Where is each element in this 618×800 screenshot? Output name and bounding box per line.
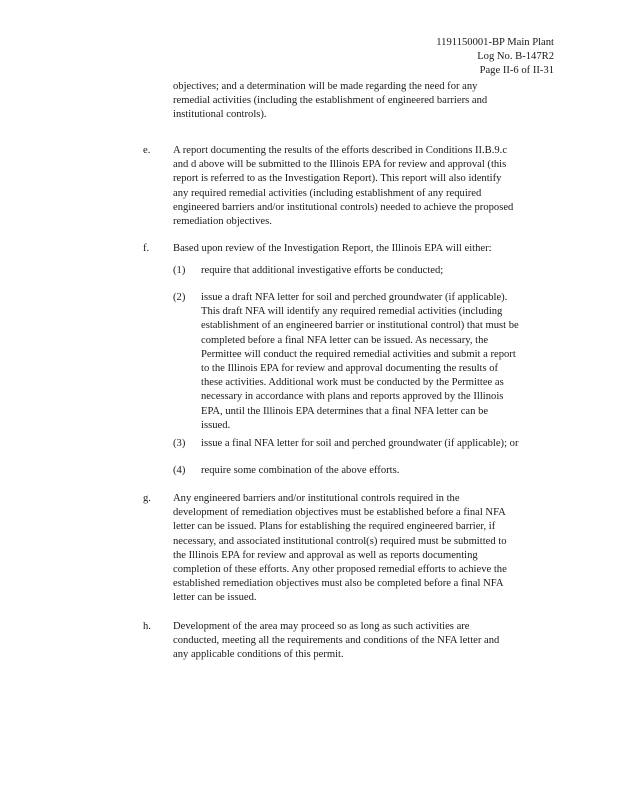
paragraph-line: development of remediation objectives must be established before a final NFA	[173, 507, 506, 519]
item-g-paragraph	[173, 492, 507, 606]
paragraph-line: necessary in accordance with plans and reports approved by the Illinois	[201, 391, 504, 403]
item-f-sub4-text	[201, 464, 399, 478]
paragraph-line: completed before a final NFA letter can be issued. As necessary, the	[201, 334, 489, 346]
paragraph-line: Based upon review of the Investigation Report, the Illinois EPA will either:	[173, 243, 492, 254]
item-e-paragraph	[173, 144, 513, 229]
paragraph-line: completion of these efforts. Any other proposed remedial efforts to achieve the	[173, 564, 507, 576]
paragraph-line: conducted, meeting all the requirements and conditions of the NFA letter and	[173, 635, 500, 647]
paragraph-line: Development of the area may proceed so as long as such activities are	[173, 621, 470, 632]
paragraph-line: report is referred to as the Investigation Report). This report will also identify	[173, 173, 502, 185]
item-f-sub4-number: (4)	[173, 465, 186, 476]
paragraph-line: these activities. Additional work must be conducted by the Permittee as	[201, 377, 504, 389]
paragraph-line: and d above will be submitted to the Illinois EPA for review and approval (this	[173, 159, 507, 171]
header-page-number: Page II-6 of II-31	[479, 65, 554, 76]
intro-paragraph	[173, 80, 487, 123]
item-f-sub3-text	[201, 437, 519, 451]
item-f-sub1-number: (1)	[173, 265, 186, 276]
item-g-letter: g.	[143, 493, 151, 504]
paragraph-line: remedial activities (including the establishment of engineered barriers and	[173, 95, 488, 107]
paragraph-line: to the Illinois EPA for review and approval documenting the results of	[201, 363, 499, 375]
paragraph-line: issued.	[201, 419, 231, 431]
item-e-letter: e.	[143, 145, 151, 156]
item-f-intro	[173, 242, 492, 256]
paragraph-line: established remediation objectives must also be completed before a final NFA	[173, 578, 504, 590]
paragraph-line: This draft NFA will identify any required remedial activities (including	[201, 306, 503, 318]
paragraph-line: letter can be issued.	[173, 592, 257, 604]
paragraph-line: require some combination of the above efforts.	[201, 465, 400, 476]
paragraph-line: engineered barriers and/or institutional controls) needed to achieve the proposed	[173, 201, 514, 213]
header-log-number: Log No. B-147R2	[477, 51, 554, 62]
item-f-sub2-paragraph	[201, 291, 519, 433]
paragraph-line: institutional controls).	[173, 109, 267, 121]
paragraph-line: the Illinois EPA for review and approval as well as reports documenting	[173, 549, 478, 561]
paragraph-line: Any engineered barriers and/or institutional controls required in the	[173, 493, 460, 504]
header-facility-id: 1191150001-BP Main Plant	[436, 37, 554, 48]
paragraph-line: Permittee will conduct the required remedial activities and submit a report	[201, 348, 516, 360]
page-header	[436, 36, 554, 78]
paragraph-line: require that additional investigative efforts be conducted;	[201, 265, 444, 276]
paragraph-line: remediation objectives.	[173, 216, 272, 228]
paragraph-line: any required remedial activities (including establishment of any required	[173, 187, 482, 199]
paragraph-line: objectives; and a determination will be made regarding the need for any	[173, 81, 478, 92]
item-h-paragraph	[173, 620, 499, 663]
paragraph-line: establishment of an engineered barrier or institutional control) that must be	[201, 320, 519, 332]
paragraph-line: EPA, until the Illinois EPA determines that a final NFA letter can be	[201, 405, 489, 417]
paragraph-line: necessary, and associated institutional control(s) required must be submitted to	[173, 535, 507, 547]
paragraph-line: A report documenting the results of the efforts described in Conditions II.B.9.c	[173, 145, 508, 156]
item-h-letter: h.	[143, 621, 151, 632]
item-f-sub2-number: (2)	[173, 292, 186, 303]
paragraph-line: issue a draft NFA letter for soil and perched groundwater (if applicable).	[201, 292, 508, 303]
paragraph-line: any applicable conditions of this permit.	[173, 649, 344, 661]
paragraph-line: issue a final NFA letter for soil and perched groundwater (if applicable); or	[201, 438, 519, 449]
paragraph-line: letter can be issued. Plans for establishing the required engineered barrier, if	[173, 521, 496, 533]
item-f-letter: f.	[143, 243, 150, 254]
item-f-sub1-text	[201, 264, 443, 278]
item-f-sub3-number: (3)	[173, 438, 186, 449]
